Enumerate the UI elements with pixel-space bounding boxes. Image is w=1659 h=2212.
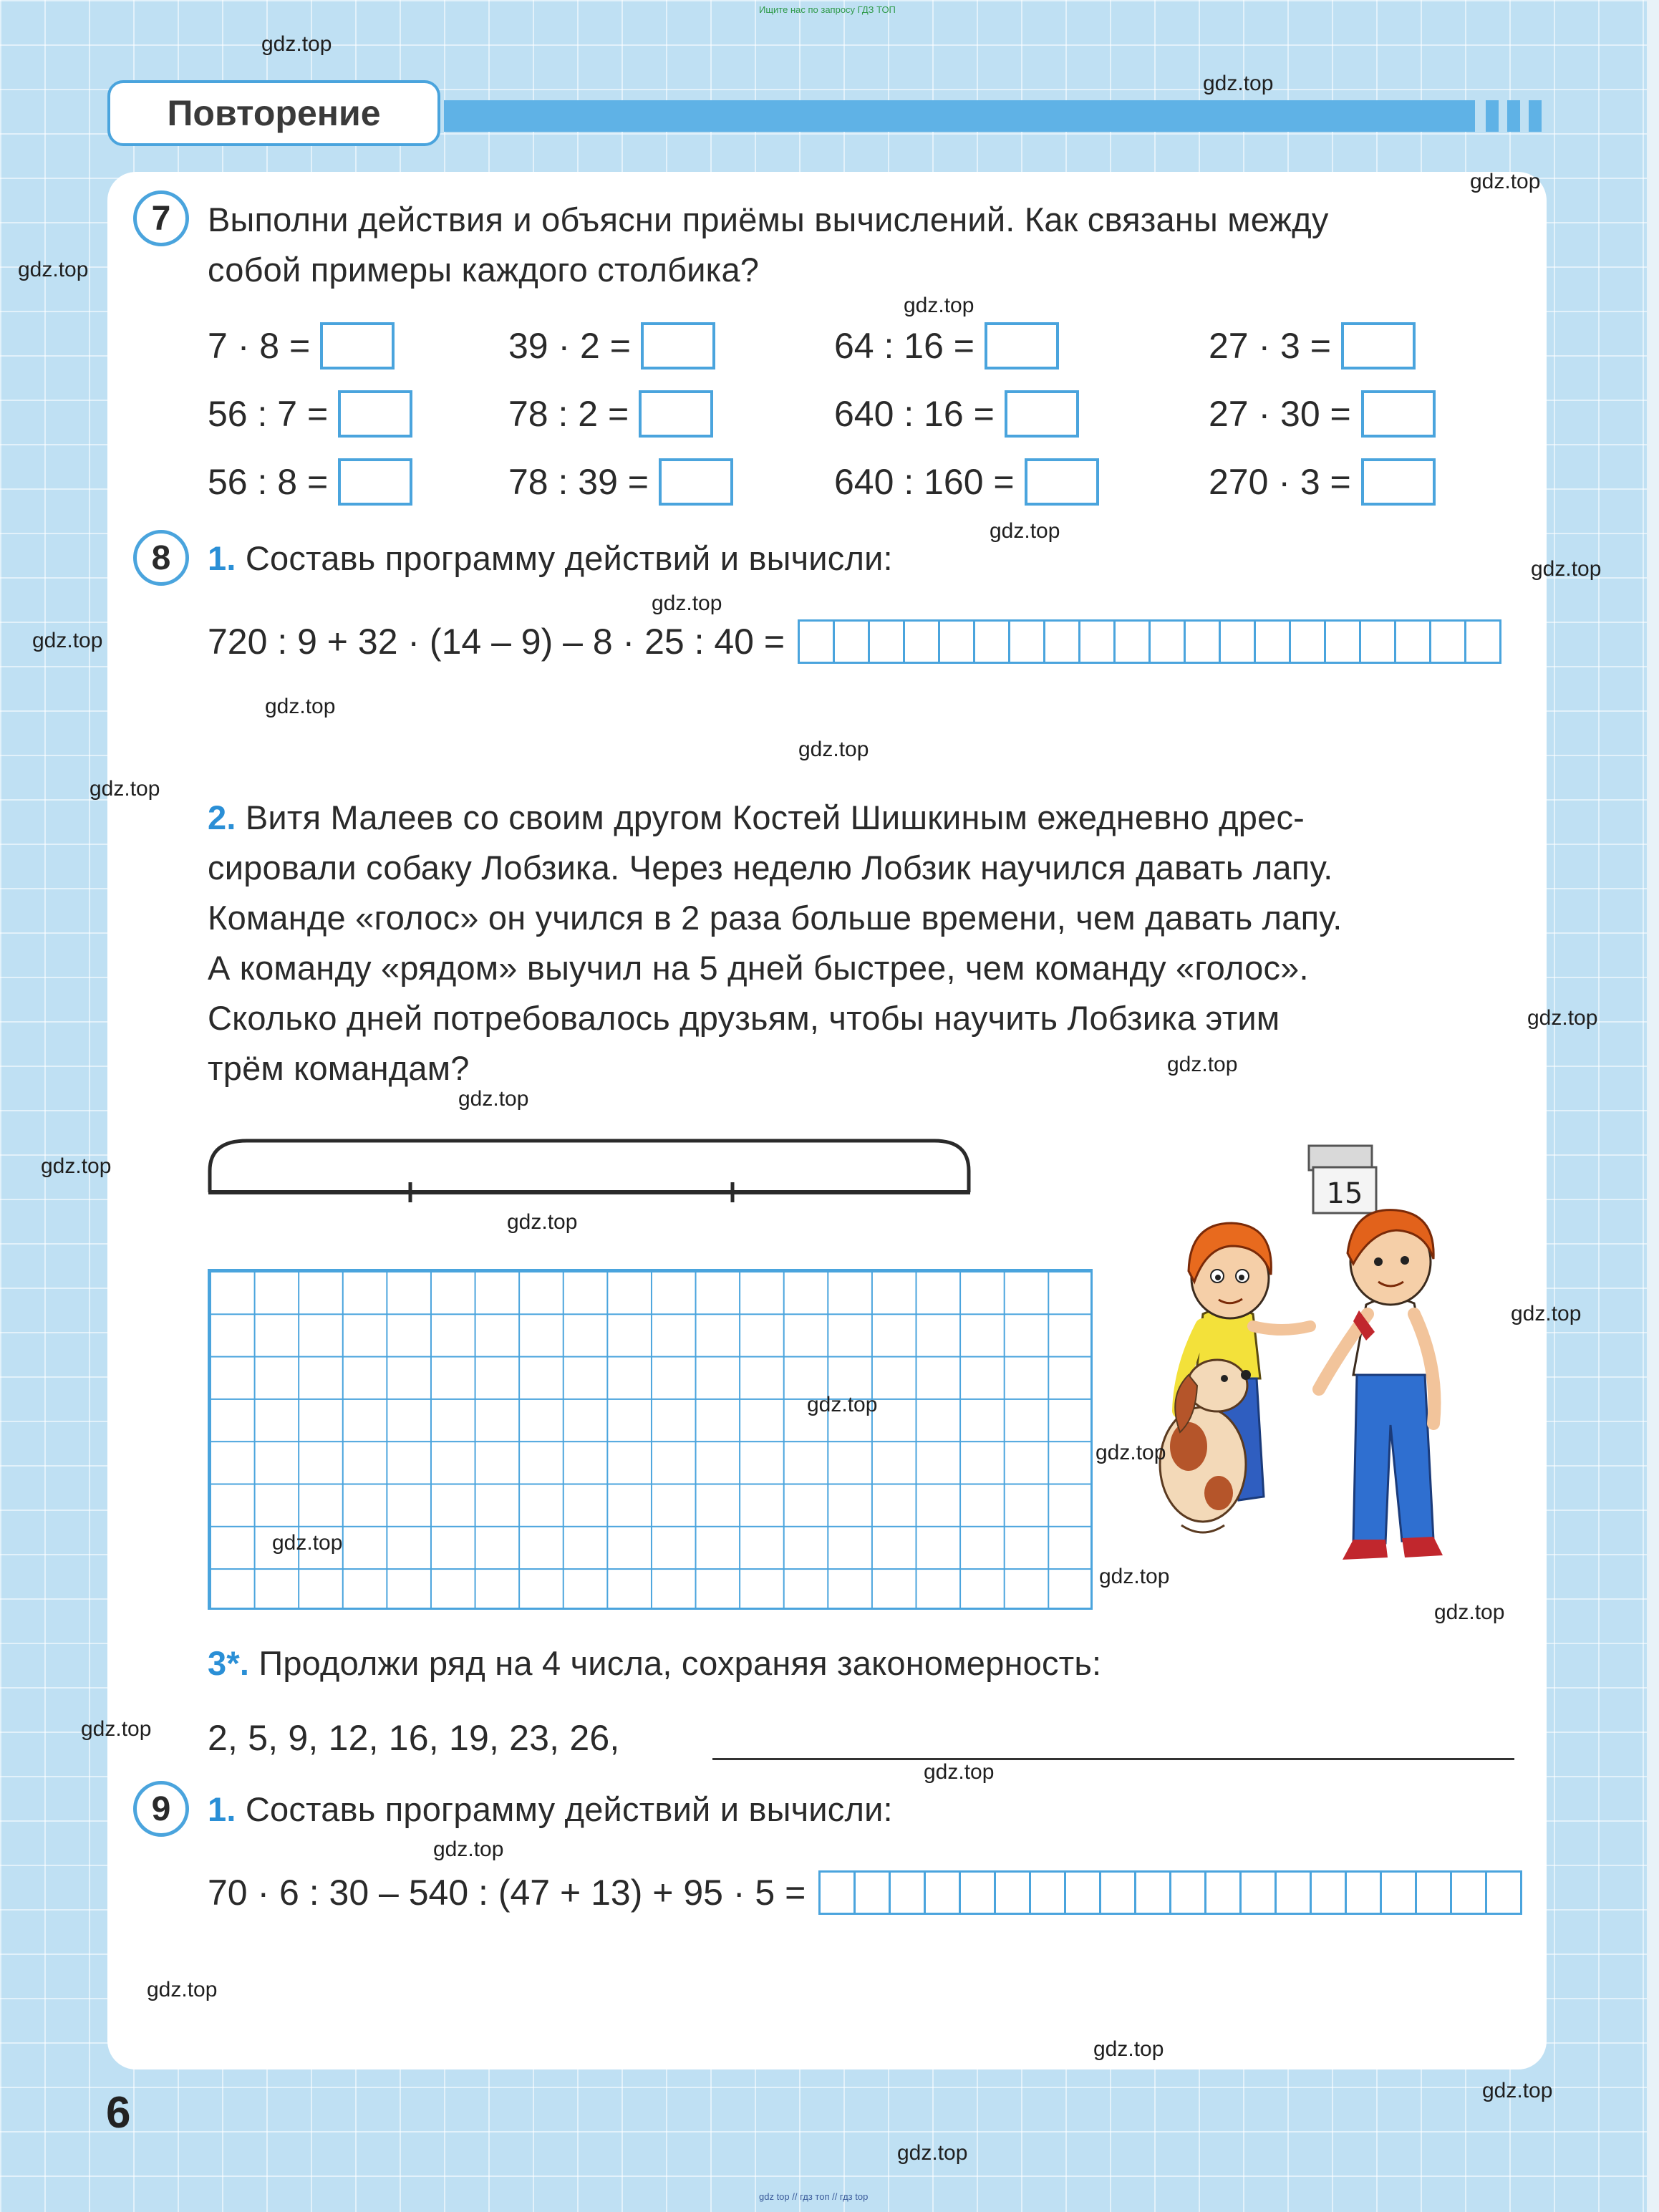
task-7-example: 270 · 3 =	[1209, 458, 1436, 506]
watermark: gdz.top	[924, 1760, 995, 1784]
watermark: gdz.top	[1531, 557, 1602, 581]
task-7-example: 27 · 3 =	[1209, 322, 1416, 370]
watermark: gdz.top	[1527, 1006, 1598, 1030]
page-edge	[1647, 0, 1659, 2212]
watermark: gdz.top	[1093, 2037, 1164, 2061]
part-number: 1.	[208, 1790, 236, 1828]
task-8-expression: 720 : 9 + 32 · (14 – 9) – 8 · 25 : 40 =	[208, 619, 1501, 664]
task-7-instruction	[208, 195, 1518, 295]
answer-box[interactable]	[659, 458, 733, 506]
watermark: gdz.top	[1099, 1565, 1170, 1588]
bracket-arc	[210, 1141, 969, 1192]
header-bar	[444, 100, 1475, 132]
task-7-example: 64 : 16 =	[834, 322, 1059, 370]
part-text: Продолжи ряд на 4 числа, сохраняя закономерность:	[258, 1644, 1102, 1682]
watermark: gdz.top	[1511, 1302, 1582, 1325]
task-9-part-1-heading	[208, 1784, 893, 1835]
part-text: Составь программу действий и вычисли:	[245, 1790, 893, 1828]
answer-box[interactable]	[1361, 390, 1436, 438]
watermark: gdz.top	[90, 777, 160, 801]
watermark: gdz.top	[272, 1531, 343, 1555]
task-7-example: 27 · 30 =	[1209, 390, 1436, 438]
watermark: gdz.top	[990, 519, 1060, 543]
watermark: gdz.top	[807, 1393, 878, 1416]
task-8-part-3-heading	[208, 1638, 1101, 1689]
watermark: gdz.top	[507, 1210, 578, 1234]
answer-cells[interactable]	[798, 619, 1501, 664]
answer-box[interactable]	[1341, 322, 1416, 370]
watermark: gdz.top	[32, 629, 103, 652]
task-7-example: 78 : 2 =	[508, 390, 713, 438]
watermark: gdz.top	[41, 1154, 112, 1178]
watermark: gdz.top	[1203, 72, 1274, 95]
watermark: gdz.top	[652, 591, 722, 615]
task-7-line-2: собой примеры каждого столбика?	[208, 251, 760, 289]
part-number: 2.	[208, 798, 236, 836]
task-7-number: 7	[133, 190, 189, 246]
number-series: 2, 5, 9, 12, 16, 19, 23, 26,	[208, 1718, 620, 1758]
task-7-example: 7 · 8 =	[208, 322, 395, 370]
work-grid[interactable]	[208, 1269, 1093, 1610]
task-7-example: 78 : 39 =	[508, 458, 733, 506]
part-text: Составь программу действий и вычисли:	[245, 539, 893, 577]
watermark: gdz.top	[147, 1978, 218, 2001]
top-banner: Ищите нас по запросу ГДЗ ТОП	[759, 4, 896, 15]
part-number: 3*.	[208, 1644, 250, 1682]
task-9-expression: 70 · 6 : 30 – 540 : (47 + 13) + 95 · 5 =	[208, 1870, 1522, 1915]
task-7-example: 56 : 7 =	[208, 390, 412, 438]
watermark: gdz.top	[265, 695, 336, 718]
task-8-problem	[208, 793, 1518, 1093]
answer-box[interactable]	[1025, 458, 1099, 506]
task-7-example: 640 : 16 =	[834, 390, 1079, 438]
answer-box[interactable]	[338, 390, 412, 438]
problem-line: Витя Малеев со своим другом Костей Шишкиным ежедневно дрес-	[245, 798, 1305, 836]
boy-right	[1319, 1210, 1443, 1560]
problem-line: Сколько дней потребовалось друзьям, чтобы научить Лобзика этим	[208, 999, 1280, 1037]
header-stripe	[1507, 100, 1520, 132]
page-number: 6	[106, 2088, 131, 2138]
header-stripe	[1529, 100, 1542, 132]
task-8-number: 8	[133, 530, 189, 586]
watermark: gdz.top	[897, 2141, 968, 2165]
watermark: gdz.top	[1434, 1600, 1505, 1624]
watermark: gdz.top	[18, 258, 89, 281]
problem-line: Команде «голос» он учился в 2 раза больше времени, чем давать лапу.	[208, 899, 1343, 937]
bottom-banner: gdz top // гдз топ // гдз top	[759, 2191, 869, 2202]
watermark: gdz.top	[261, 32, 332, 56]
watermark: gdz.top	[904, 294, 974, 317]
watermark: gdz.top	[433, 1837, 504, 1861]
problem-line: трём командам?	[208, 1049, 470, 1087]
task-8-part-1-heading	[208, 533, 893, 584]
watermark: gdz.top	[1482, 2079, 1553, 2102]
answer-box[interactable]	[1361, 458, 1436, 506]
watermark: gdz.top	[81, 1717, 152, 1741]
segment-diagram	[204, 1135, 977, 1207]
task-7-example: 56 : 8 =	[208, 458, 412, 506]
part-number: 1.	[208, 539, 236, 577]
calendar-icon	[1309, 1146, 1376, 1213]
section-title: Повторение	[107, 80, 440, 146]
watermark: gdz.top	[1470, 170, 1541, 193]
answer-box[interactable]	[639, 390, 713, 438]
series-answer-line[interactable]	[712, 1758, 1514, 1760]
problem-line: А команду «рядом» выучил на 5 дней быстрее, чем команду «голос».	[208, 949, 1309, 987]
watermark: gdz.top	[1167, 1053, 1238, 1076]
answer-box[interactable]	[985, 322, 1059, 370]
header-stripe	[1486, 100, 1499, 132]
watermark: gdz.top	[1095, 1441, 1166, 1464]
watermark: gdz.top	[458, 1087, 529, 1111]
calendar-date: 15	[1326, 1177, 1363, 1210]
answer-box[interactable]	[1005, 390, 1079, 438]
task-7-example: 640 : 160 =	[834, 458, 1099, 506]
dog	[1160, 1360, 1251, 1532]
watermark: gdz.top	[798, 738, 869, 761]
boys-with-dog-illustration	[1138, 1139, 1525, 1583]
task-7-line-1: Выполни действия и объясни приёмы вычислений. Как связаны между	[208, 201, 1329, 238]
problem-line: сировали собаку Лобзика. Через неделю Лобзик научился давать лапу.	[208, 849, 1333, 887]
answer-cells[interactable]	[818, 1870, 1522, 1915]
task-7-example: 39 · 2 =	[508, 322, 715, 370]
task-9-number: 9	[133, 1781, 189, 1837]
answer-box[interactable]	[338, 458, 412, 506]
answer-box[interactable]	[320, 322, 395, 370]
answer-box[interactable]	[641, 322, 715, 370]
